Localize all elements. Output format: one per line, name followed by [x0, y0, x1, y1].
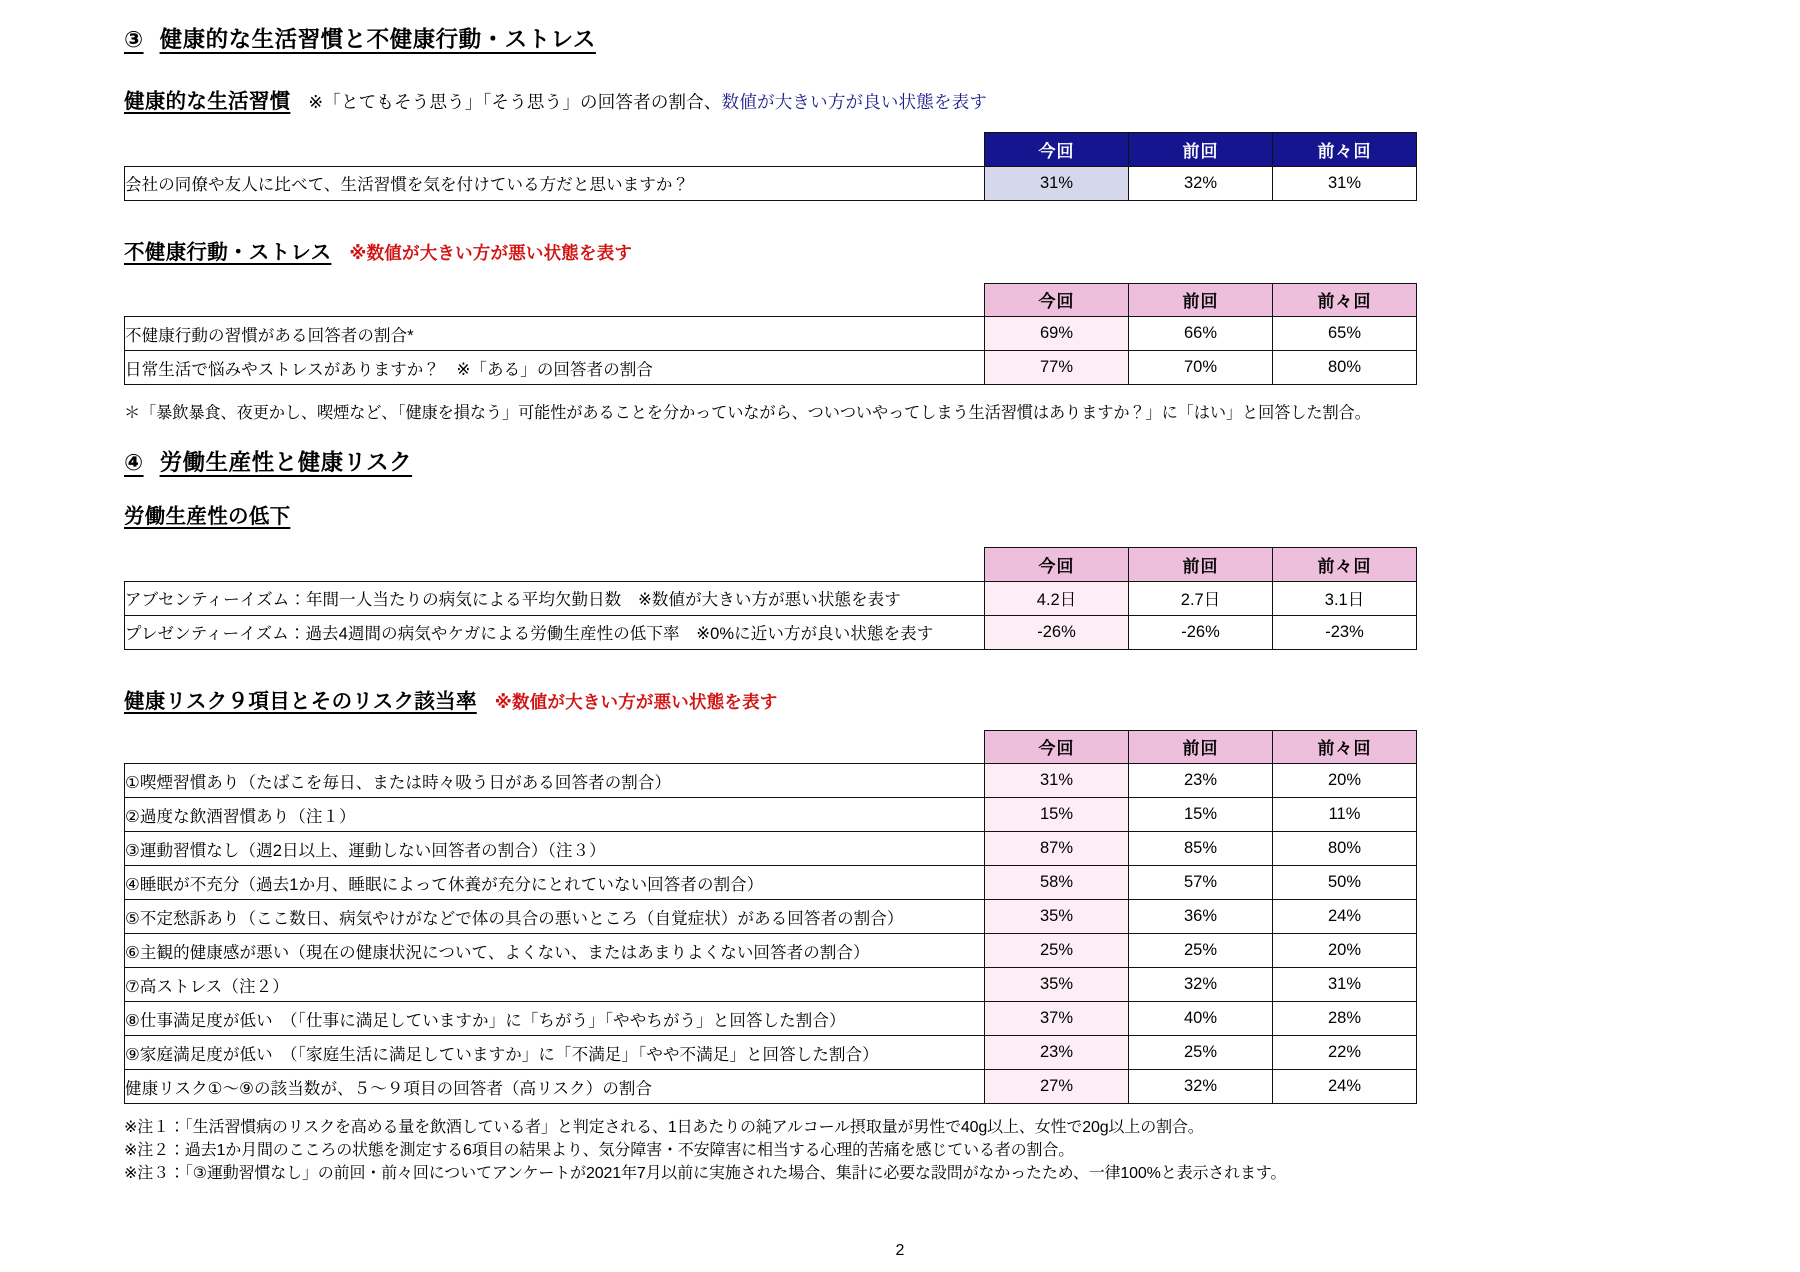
row-label: ④睡眠が不充分（過去1か月、睡眠によって休養が充分にとれていない回答者の割合）: [125, 866, 985, 900]
unhealthy-behavior-subheading: 不健康行動・ストレス: [124, 240, 332, 264]
row-value-previous2: 80%: [1273, 351, 1417, 385]
column-header-previous: 前回: [1129, 548, 1273, 582]
table-row: [125, 581, 1417, 615]
row-label: ⑤不定愁訴あり（ここ数日、病気やけがなどで体の具合の悪いところ（自覚症状）がある回答者の割合）: [125, 900, 985, 934]
row-value-previous2: 50%: [1273, 866, 1417, 900]
row-value-previous2: 22%: [1273, 1036, 1417, 1070]
row-value-previous: 2.7日: [1129, 581, 1273, 615]
table-row: [125, 798, 1417, 832]
healthy-habits-note-text: ※「とてもそう思う」「そう思う」の回答者の割合、: [308, 92, 722, 112]
row-value-current: 25%: [985, 934, 1129, 968]
health-risk-subheading: 健康リスク９項目とそのリスク該当率: [124, 689, 477, 713]
header-spacer: [125, 283, 985, 317]
health-risk-subheading-row: [124, 684, 1680, 714]
healthy-habits-note: [308, 89, 987, 114]
row-value-current: 4.2日: [985, 581, 1129, 615]
row-value-current: 69%: [985, 317, 1129, 351]
row-value-previous2: 80%: [1273, 832, 1417, 866]
row-value-previous2: 24%: [1273, 1070, 1417, 1104]
row-label: 健康リスク①～⑨の該当数が、５～９項目の回答者（高リスク）の割合: [125, 1070, 985, 1104]
row-value-previous2: 65%: [1273, 317, 1417, 351]
row-value-current: 31%: [985, 764, 1129, 798]
row-value-previous2: -23%: [1273, 615, 1417, 649]
healthy-habits-subheading-row: [124, 84, 1680, 114]
table-row: [125, 1070, 1417, 1104]
row-value-previous: 40%: [1129, 1002, 1273, 1036]
column-header-previous2: 前々回: [1273, 283, 1417, 317]
row-value-previous2: 11%: [1273, 798, 1417, 832]
column-header-previous: 前回: [1129, 283, 1273, 317]
row-value-current: 23%: [985, 1036, 1129, 1070]
row-label: 日常生活で悩みやストレスがありますか？ ※「ある」の回答者の割合: [125, 351, 985, 385]
row-value-previous: 32%: [1129, 968, 1273, 1002]
table-row: [125, 900, 1417, 934]
table-row: [125, 1002, 1417, 1036]
table-row: [125, 764, 1417, 798]
table-header-row: [125, 548, 1417, 582]
column-header-previous: 前回: [1129, 133, 1273, 167]
health-risk-footnote-2: ※注２：過去1か月間のこころの状態を測定する6項目の結果より、気分障害・不安障害に相当する心理的苦痛を感じている者の割合。: [124, 1142, 1075, 1159]
unhealthy-behavior-subheading-row: [124, 235, 1680, 265]
row-value-previous2: 20%: [1273, 934, 1417, 968]
row-value-previous: 32%: [1129, 166, 1273, 200]
row-value-previous: -26%: [1129, 615, 1273, 649]
column-header-current: 今回: [985, 283, 1129, 317]
productivity-subheading: 労働生産性の低下: [124, 505, 291, 528]
unhealthy-behavior-note-emphasis: ※数値が大きい方が悪い状態を表す: [349, 242, 633, 263]
row-label: ②過度な飲酒習慣あり（注１）: [125, 798, 985, 832]
unhealthy-behavior-table: [124, 283, 1417, 386]
row-value-previous: 15%: [1129, 798, 1273, 832]
row-value-current: 58%: [985, 866, 1129, 900]
row-label: ⑧仕事満足度が低い （「仕事に満足していますか」に「ちがう」「ややちがう」と回答した割合）: [125, 1002, 985, 1036]
row-value-previous2: 31%: [1273, 166, 1417, 200]
health-risk-note-emphasis: ※数値が大きい方が悪い状態を表す: [494, 691, 778, 712]
healthy-habits-table: [124, 132, 1417, 201]
header-spacer: [125, 730, 985, 764]
header-spacer: [125, 133, 985, 167]
table-row: [125, 934, 1417, 968]
healthy-habits-subheading: 健康的な生活習慣: [124, 90, 291, 113]
productivity-subheading-row: [124, 499, 1680, 529]
row-value-previous: 25%: [1129, 934, 1273, 968]
row-label: 不健康行動の習慣がある回答者の割合*: [125, 317, 985, 351]
table-header-row: [125, 730, 1417, 764]
row-value-current: 87%: [985, 832, 1129, 866]
table-row: [125, 866, 1417, 900]
row-value-previous: 57%: [1129, 866, 1273, 900]
table-header-row: [125, 133, 1417, 167]
row-value-current: 31%: [985, 166, 1129, 200]
column-header-current: 今回: [985, 730, 1129, 764]
row-value-previous2: 3.1日: [1273, 581, 1417, 615]
page-number: 2: [895, 1242, 905, 1259]
table-row: [125, 1036, 1417, 1070]
table-row: [125, 166, 1417, 200]
column-header-previous: 前回: [1129, 730, 1273, 764]
row-value-previous: 85%: [1129, 832, 1273, 866]
row-value-previous: 25%: [1129, 1036, 1273, 1070]
health-risk-table: [124, 730, 1417, 1105]
section-3-title: 健康的な生活習慣と不健康行動・ストレス: [159, 27, 596, 52]
row-value-previous: 36%: [1129, 900, 1273, 934]
row-value-current: 35%: [985, 968, 1129, 1002]
table-row: [125, 832, 1417, 866]
table-row: [125, 615, 1417, 649]
row-value-current: 37%: [985, 1002, 1129, 1036]
column-header-current: 今回: [985, 548, 1129, 582]
row-label: ⑨家庭満足度が低い （「家庭生活に満足していますか」に「不満足」「やや不満足」と回答した割合）: [125, 1036, 985, 1070]
health-risk-footnote-1: ※注１：「生活習慣病のリスクを高める量を飲酒している者」と判定される、1日あたりの純アルコール摂取量が男性で40g以上、女性で20g以上の割合。: [124, 1119, 1204, 1136]
row-label: ⑥主観的健康感が悪い（現在の健康状況について、よくない、またはあまりよくない回答者の割合）: [125, 934, 985, 968]
row-value-previous: 32%: [1129, 1070, 1273, 1104]
row-value-current: 35%: [985, 900, 1129, 934]
section-4-title: 労働生産性と健康リスク: [159, 450, 413, 475]
section-4-number: ④: [124, 450, 144, 475]
row-value-previous2: 24%: [1273, 900, 1417, 934]
unhealthy-behavior-footnote: ＊「暴飲暴食、夜更かし、喫煙など、「健康を損なう」可能性があることを分かっていながら、ついついやってしまう生活習慣はありますか？」に「はい」と回答した割合。: [124, 404, 1371, 422]
row-label: ⑦高ストレス（注２）: [125, 968, 985, 1002]
section-3-heading: [124, 22, 1680, 54]
row-label: アブセンティーイズム：年間一人当たりの病気による平均欠勤日数 ※数値が大きい方が悪い状態を表す: [125, 581, 985, 615]
column-header-previous2: 前々回: [1273, 548, 1417, 582]
row-value-previous: 23%: [1129, 764, 1273, 798]
row-value-previous2: 31%: [1273, 968, 1417, 1002]
healthy-habits-note-emphasis: 数値が大きい方が良い状態を表す: [721, 92, 988, 112]
productivity-table: [124, 547, 1417, 650]
row-label: ③運動習慣なし（週2日以上、運動しない回答者の割合）（注３）: [125, 832, 985, 866]
row-value-current: -26%: [985, 615, 1129, 649]
column-header-current: 今回: [985, 133, 1129, 167]
row-value-previous2: 20%: [1273, 764, 1417, 798]
row-value-previous2: 28%: [1273, 1002, 1417, 1036]
row-label: プレゼンティーイズム：過去4週間の病気やケガによる労働生産性の低下率 ※0%に近い方が良い状態を表す: [125, 615, 985, 649]
section-4-heading: [124, 445, 1680, 477]
table-row: [125, 317, 1417, 351]
row-value-current: 27%: [985, 1070, 1129, 1104]
row-label: 会社の同僚や友人に比べて、生活習慣を気を付けている方だと思いますか？: [125, 166, 985, 200]
table-header-row: [125, 283, 1417, 317]
table-row: [125, 968, 1417, 1002]
row-value-current: 15%: [985, 798, 1129, 832]
table-row: [125, 351, 1417, 385]
row-value-current: 77%: [985, 351, 1129, 385]
column-header-previous2: 前々回: [1273, 730, 1417, 764]
row-value-previous: 70%: [1129, 351, 1273, 385]
row-label: ①喫煙習慣あり（たばこを毎日、または時々吸う日がある回答者の割合）: [125, 764, 985, 798]
row-value-previous: 66%: [1129, 317, 1273, 351]
health-risk-footnote-3: ※注３：「③運動習慣なし」の前回・前々回についてアンケートが2021年7月以前に実施された場合、集計に必要な設問がなかったため、一律100%と表示されます。: [124, 1165, 1287, 1182]
header-spacer: [125, 548, 985, 582]
section-3-number: ③: [124, 27, 144, 52]
column-header-previous2: 前々回: [1273, 133, 1417, 167]
